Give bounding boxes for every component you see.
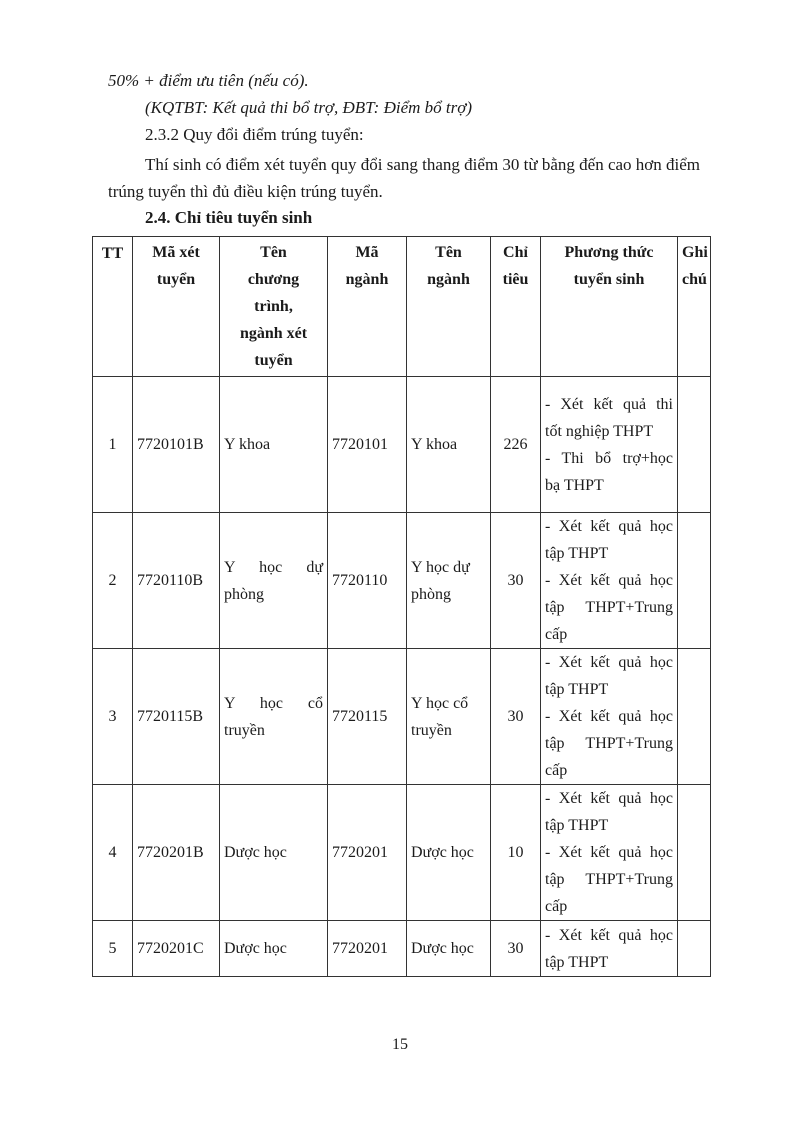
cell-ghi-chu	[678, 377, 711, 513]
cell-ma-xet-value: 7720101B	[137, 436, 204, 453]
cell-chi-tieu	[491, 513, 541, 649]
cell-ma-nganh-value: 7720201	[332, 844, 388, 861]
cell-ghi-chu	[678, 649, 711, 785]
header-ma-xet-tuyen	[133, 237, 220, 377]
cell-method-line: - Thi bổ trợ+học	[545, 449, 673, 467]
cell-ma-nganh-value: 7720101	[332, 436, 388, 453]
header-ghi-chu-line2: chú	[682, 271, 707, 288]
cell-method-line: - Xét kết quả học	[545, 790, 673, 807]
cell-ma-xet-value: 7720115B	[137, 708, 204, 725]
cell-ten-nganh-line1: Y khoa	[411, 436, 458, 453]
cell-tt	[93, 785, 133, 921]
cell-ten-chuong-trinh	[220, 649, 328, 785]
cell-ten-chuong-trinh	[220, 513, 328, 649]
cell-method-line: tập THPT	[545, 681, 609, 698]
abbreviation-note: (KQTBT: Kết quả thi bổ trợ, ĐBT: Điểm bổ trợ)	[145, 98, 472, 117]
cell-tt-value: 4	[108, 844, 117, 861]
table-row	[93, 649, 711, 785]
cell-tt	[93, 921, 133, 977]
header-chi-tieu	[491, 237, 541, 377]
cell-ma-xet-tuyen	[133, 785, 220, 921]
table-row	[93, 785, 711, 921]
header-tt-label: TT	[101, 245, 124, 262]
header-chi-tieu-line1: Chỉ	[503, 244, 528, 261]
cell-method-line: - Xét kết quả học	[545, 708, 673, 725]
cell-ma-xet-tuyen	[133, 377, 220, 513]
header-ten-chuong-trinh	[220, 237, 328, 377]
cell-ten-ct-line1: Y học cổ	[224, 694, 323, 712]
header-ten-nganh-line2: ngành	[427, 271, 470, 288]
cell-ma-nganh	[328, 377, 407, 513]
header-tt	[93, 237, 133, 377]
cell-method-line: - Xét kết quả thi	[545, 395, 673, 413]
cell-ma-xet-value: 7720201B	[137, 844, 204, 861]
cell-ten-ct-line1: Y khoa	[224, 436, 271, 453]
table-row	[93, 921, 711, 977]
header-ma-nganh-line2: ngành	[345, 271, 389, 288]
cell-method-line: tập THPT+Trung	[545, 735, 673, 752]
section-2-3-2-paragraph-line2: trúng tuyển thì đủ điều kiện trúng tuyển.	[108, 182, 383, 201]
cell-tt-value: 5	[108, 940, 117, 957]
cell-ten-ct-line2: phòng	[224, 585, 264, 603]
cell-method-line: - Xét kết quả học	[545, 572, 673, 589]
header-chi-tieu-line2: tiêu	[502, 271, 529, 288]
cell-ma-xet-value: 7720201C	[137, 940, 204, 957]
cell-phuong-thuc	[541, 921, 678, 977]
cell-ten-ct-line2: truyền	[224, 721, 265, 739]
cell-method-line: tập THPT	[545, 953, 609, 971]
cell-method-line: cấp	[545, 762, 568, 779]
cell-ghi-chu	[678, 921, 711, 977]
formula-tail-text: 50% + điểm ưu tiên (nếu có).	[108, 71, 309, 90]
section-2-4-title: 2.4. Chỉ tiêu tuyển sinh	[145, 208, 313, 227]
cell-chi-tieu	[491, 649, 541, 785]
cell-ten-nganh-line1: Y học dự	[411, 558, 470, 576]
cell-ghi-chu	[678, 513, 711, 649]
cell-method-line: tập THPT	[545, 817, 609, 834]
cell-ten-ct-line1: Dược học	[224, 940, 287, 957]
cell-chi-tieu-value: 30	[507, 708, 524, 725]
cell-chi-tieu-value: 226	[503, 436, 528, 453]
cell-method-line: tốt nghiệp THPT	[545, 422, 654, 440]
cell-ten-chuong-trinh	[220, 377, 328, 513]
cell-tt-value: 2	[108, 572, 117, 589]
cell-method-line: - Xét kết quả học	[545, 926, 673, 944]
cell-ten-nganh	[407, 785, 491, 921]
cell-chi-tieu	[491, 377, 541, 513]
cell-ten-ct-line1: Y học dự	[224, 558, 323, 576]
header-ghi-chu-line1: Ghi	[682, 244, 708, 261]
header-ten-ct-line4: ngành xét	[239, 325, 308, 342]
header-ghi-chu	[678, 237, 711, 377]
cell-ma-nganh	[328, 649, 407, 785]
cell-ghi-chu	[678, 785, 711, 921]
cell-method-line: cấp	[545, 626, 568, 643]
header-phuong-thuc-line2: tuyển sinh	[573, 271, 645, 288]
header-ten-nganh-line1: Tên	[435, 244, 462, 261]
header-ten-ct-line3: trình,	[254, 298, 293, 315]
cell-method-line: tập THPT+Trung	[545, 599, 673, 616]
cell-ma-xet-value: 7720110B	[137, 572, 204, 589]
cell-ten-nganh	[407, 513, 491, 649]
cell-ten-nganh	[407, 649, 491, 785]
cell-method-line: tập THPT	[545, 545, 609, 562]
cell-ma-nganh	[328, 921, 407, 977]
header-ma-xet-line1: Mã xét	[152, 244, 200, 261]
cell-ten-nganh	[407, 921, 491, 977]
header-ma-nganh-line1: Mã	[355, 244, 379, 261]
cell-method-line: tập THPT+Trung	[545, 871, 673, 888]
section-2-3-2-paragraph-line1: Thí sinh có điểm xét tuyển quy đổi sang thang điểm 30 từ bằng đến cao hơn điểm	[145, 155, 701, 174]
page-number: 15	[392, 1036, 408, 1053]
admission-quota-table	[92, 236, 711, 977]
cell-ma-nganh	[328, 513, 407, 649]
header-ma-nganh	[328, 237, 407, 377]
cell-tt-value: 3	[108, 708, 117, 725]
cell-ten-nganh-line1: Dược học	[411, 940, 474, 957]
cell-ma-nganh-value: 7720110	[332, 572, 388, 589]
table-row	[93, 513, 711, 649]
cell-ten-nganh-line2: phòng	[411, 585, 451, 603]
cell-tt	[93, 377, 133, 513]
cell-ten-chuong-trinh	[220, 921, 328, 977]
table-header-row	[93, 237, 711, 377]
cell-method-line: bạ THPT	[545, 476, 604, 494]
header-ten-ct-line2: chương	[247, 271, 300, 288]
cell-ten-nganh-line1: Y học cổ	[411, 694, 469, 712]
header-ten-ct-line1: Tên	[260, 244, 287, 261]
cell-ma-nganh	[328, 785, 407, 921]
cell-chi-tieu	[491, 921, 541, 977]
cell-ma-nganh-value: 7720115	[332, 708, 388, 725]
cell-ten-ct-line1: Dược học	[224, 844, 287, 861]
header-ten-nganh	[407, 237, 491, 377]
cell-method-line: - Xét kết quả học	[545, 654, 673, 671]
cell-tt	[93, 649, 133, 785]
cell-ma-nganh-value: 7720201	[332, 940, 388, 957]
cell-phuong-thuc	[541, 513, 678, 649]
cell-chi-tieu-value: 30	[507, 940, 524, 957]
cell-method-line: cấp	[545, 898, 568, 915]
cell-phuong-thuc	[541, 377, 678, 513]
cell-ma-xet-tuyen	[133, 921, 220, 977]
cell-method-line: - Xét kết quả học	[545, 518, 673, 535]
section-2-3-2-title: 2.3.2 Quy đổi điểm trúng tuyển:	[145, 125, 364, 144]
cell-tt	[93, 513, 133, 649]
header-phuong-thuc-line1: Phương thức	[564, 244, 654, 261]
cell-ten-nganh-line1: Dược học	[411, 844, 474, 861]
table-row	[93, 377, 711, 513]
cell-ma-xet-tuyen	[133, 649, 220, 785]
cell-tt-value: 1	[108, 436, 117, 453]
cell-ten-chuong-trinh	[220, 785, 328, 921]
header-phuong-thuc	[541, 237, 678, 377]
cell-chi-tieu-value: 10	[507, 844, 524, 861]
cell-phuong-thuc	[541, 649, 678, 785]
cell-ma-xet-tuyen	[133, 513, 220, 649]
cell-ten-nganh	[407, 377, 491, 513]
cell-chi-tieu-value: 30	[507, 572, 524, 589]
cell-chi-tieu	[491, 785, 541, 921]
header-ten-ct-line5: tuyển	[254, 352, 293, 369]
header-ma-xet-line2: tuyển	[156, 271, 196, 288]
cell-phuong-thuc	[541, 785, 678, 921]
cell-ten-nganh-line2: truyền	[411, 721, 452, 739]
cell-method-line: - Xét kết quả học	[545, 844, 673, 861]
